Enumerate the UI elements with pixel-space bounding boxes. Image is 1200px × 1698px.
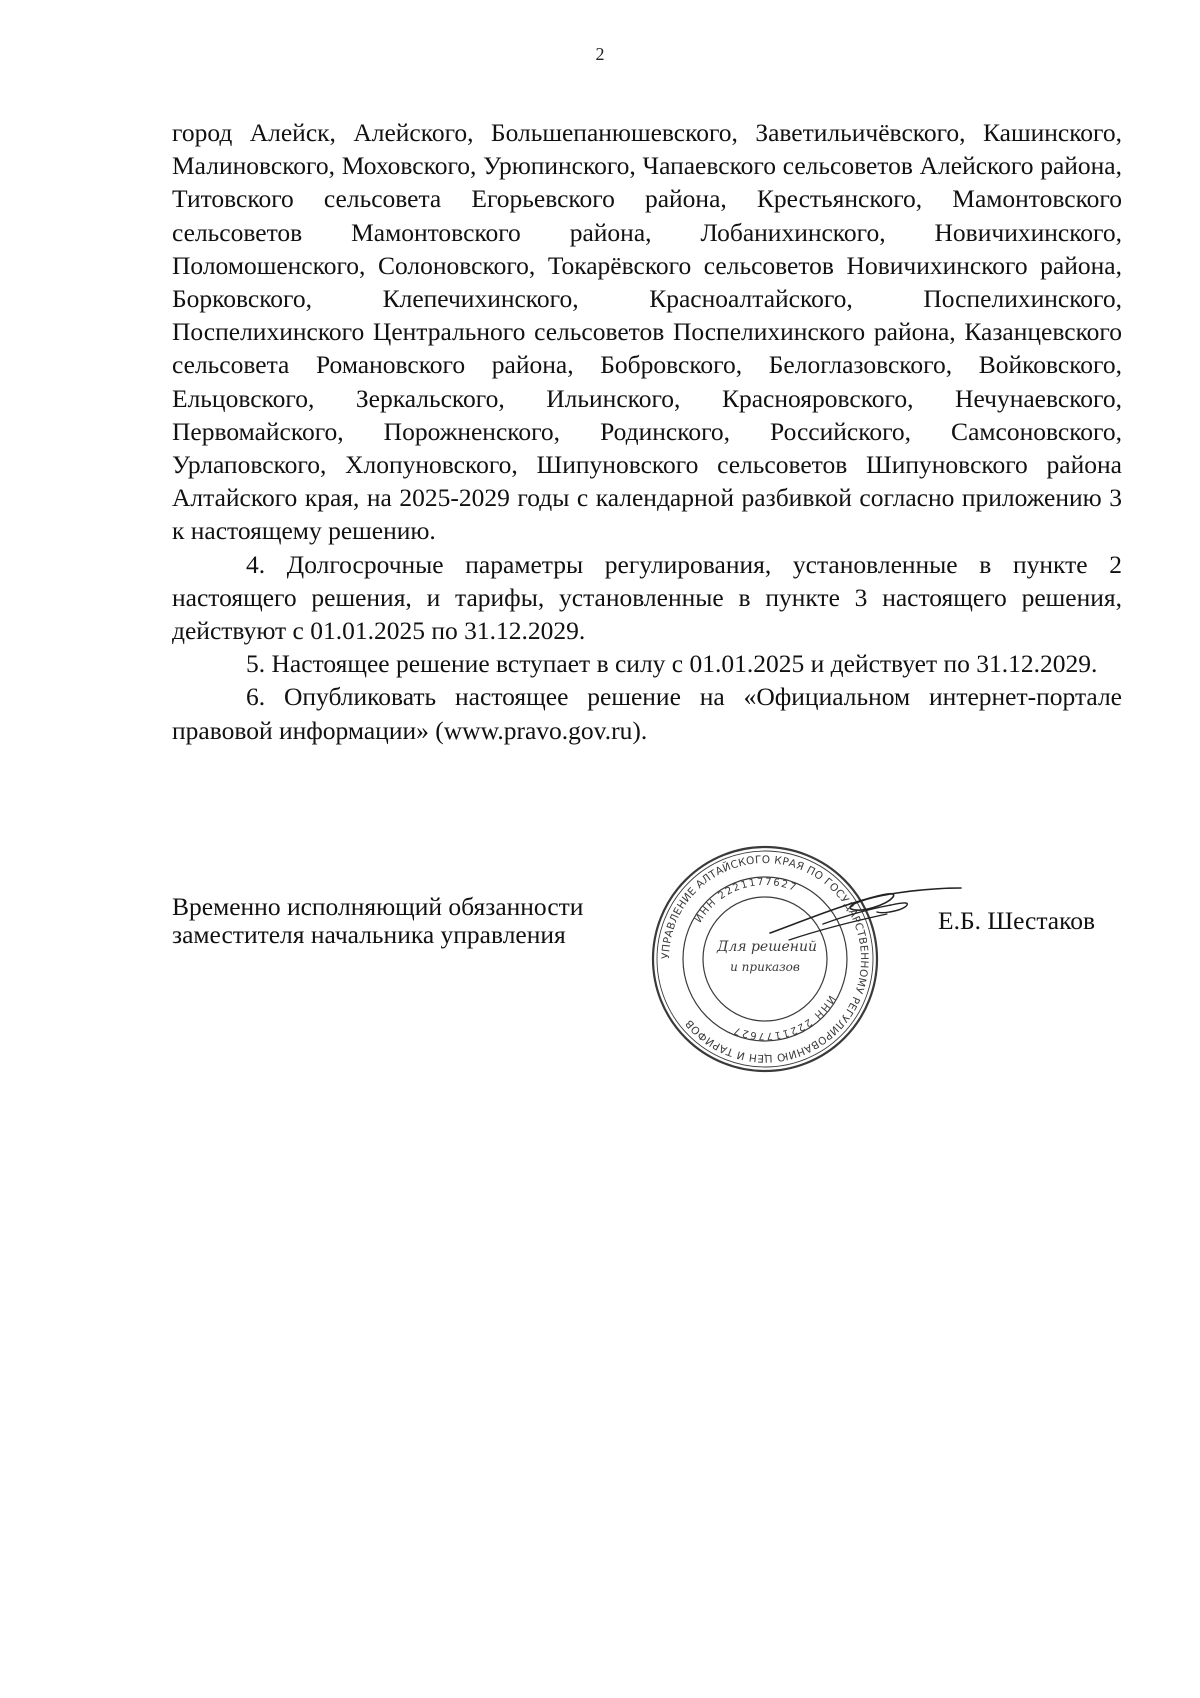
- signatory-position-line-2: заместителя начальника управления: [172, 920, 566, 949]
- stamp-outer-text: УПРАВЛЕНИЕ АЛТАЙСКОГО КРАЯ ПО ГОСУДАРСТВЕННОМУ РЕГУЛИРОВАНИЮ ЦЕН И ТАРИФОВ: [659, 853, 871, 1065]
- document-body: [172, 116, 1122, 747]
- paragraph-item-5: 5. Настоящее решение вступает в силу с 01.01.2025 и действует по 31.12.2029.: [246, 649, 1098, 679]
- page-number: 2: [595, 44, 605, 64]
- stamp-center-line-2: и приказов: [730, 960, 800, 974]
- paragraph-item-4: 4. Долгосрочные параметры регулирования, установленные в пункте 2 настоящего решения, и тарифы, установленные в пункте 3 настоящего решения, действуют с 01.01.2025 по 31.12.2029.: [172, 549, 1122, 646]
- signatory-position-line-1: Временно исполняющий обязанности: [172, 892, 584, 921]
- paragraph-item-6: 6. Опубликовать настоящее решение на «Официальном интернет-портале правовой информации» (www.pravo.gov.ru).: [172, 682, 1122, 745]
- signatory-name: Е.Б. Шестаков: [938, 906, 1095, 935]
- signatory-position: [172, 893, 583, 949]
- stamp-inn-text-lower: ИНН 2221177627: [731, 993, 837, 1042]
- handwritten-signature: [765, 878, 965, 948]
- paragraph-continuation: город Алейск, Алейского, Большепанюшевского, Заветильичёвского, Кашинского, Малиновского, Моховского, Урюпинского, Чапаевского сельсоветов Алейского района, Титовского сельсовета Егорьевского района, Крестьянского, Мамонтовского сельсоветов Мамонтовского района, Лобанихинского, Новичихинского, Поломошенского, Солоновского, Токарёвского сельсоветов Новичихинского района, Борковского, Клепечихинского, Красноалтайского, Поспелихинского, Поспелихинского Центрального сельсоветов Поспелихинского района, Казанцевского сельсовета Романовского района, Бобровского, Белоглазовского, Войковского, Ельцовского, Зеркальского, Ильинского, Краснояровского, Нечунаевского, Первомайского, Порожненского, Родинского, Российского, Самсоновского, Урлаповского, Хлопуновского, Шипуновского сельсоветов Шипуновского района Алтайского края, на 2025-2029 годы с календарной разбивкой согласно приложению 3 к настоящему решению.: [172, 118, 1122, 546]
- stamp-center-line-1: Для решений: [716, 939, 818, 955]
- stamp-inn-text: ИНН 2221177627: [693, 876, 799, 925]
